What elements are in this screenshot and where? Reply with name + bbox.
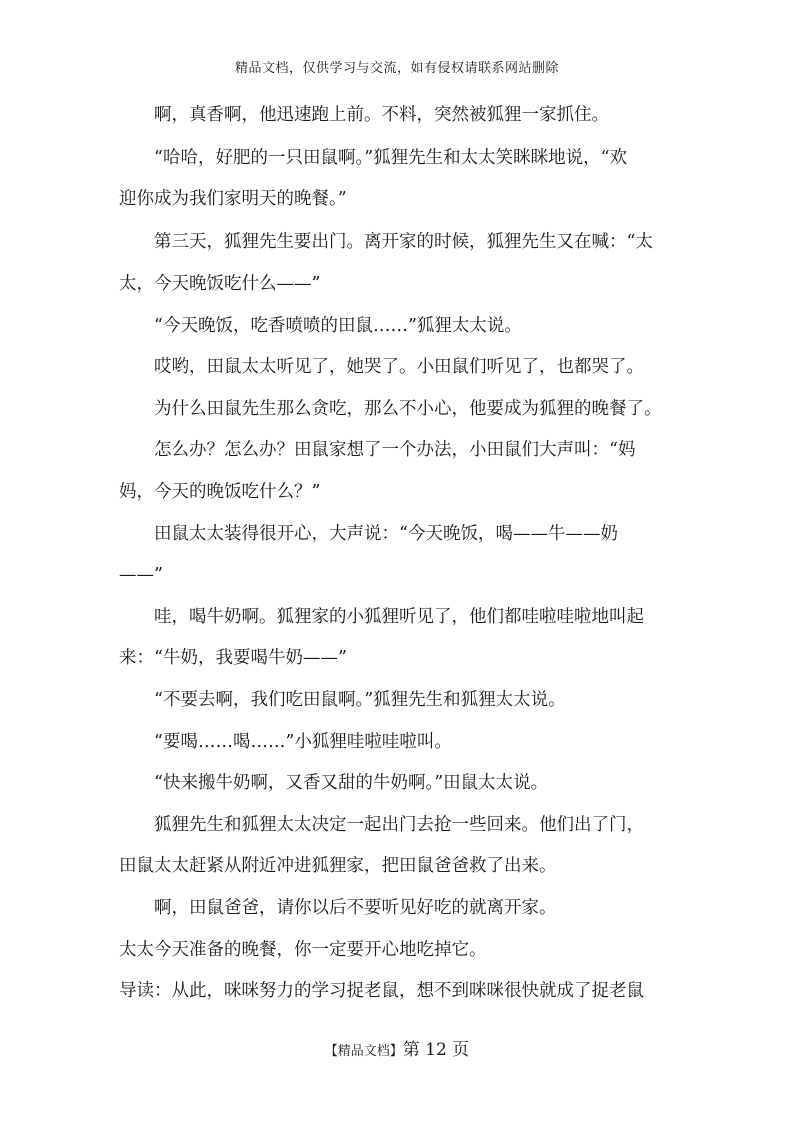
- paragraph-line: “今天晚饭，吃香喷喷的田鼠……”狐狸太太说。: [119, 316, 522, 336]
- paragraph-line: 为什么田鼠先生那么贪吃，那么不小心，他要成为狐狸的晚餐了。: [119, 399, 662, 419]
- paragraph-line: “快来搬牛奶啊，又香又甜的牛奶啊。”田鼠太太说。: [119, 773, 549, 793]
- paragraph-line: 狐狸先生和狐狸太太决定一起出门去抢一些回来。他们出了门，: [119, 815, 644, 835]
- paragraph-line: 田鼠太太装得很开心，大声说：“今天晚饭，喝——牛——奶: [119, 524, 618, 544]
- paragraph-line: 太太今天准备的晚餐，你一定要开心地吃掉它。: [119, 940, 487, 960]
- paragraph-line: 啊，真香啊，他迅速跑上前。不料，突然被狐狸一家抓住。: [119, 105, 609, 125]
- paragraph-line: 哇，喝牛奶啊。狐狸家的小狐狸听见了，他们都哇啦哇啦地叫起: [119, 607, 644, 627]
- page-number: 第 12 页: [402, 1040, 470, 1060]
- paragraph-line: 来：“牛奶，我要喝牛奶——”: [119, 648, 347, 668]
- paragraph-line: 妈，今天的晚饭吃什么？”: [119, 482, 321, 502]
- paragraph-line: “不要去啊，我们吃田鼠啊。”狐狸先生和狐狸太太说。: [119, 690, 566, 710]
- paragraph-line: ——”: [119, 565, 163, 585]
- paragraph-line: 田鼠太太赶紧从附近冲进狐狸家，把田鼠爸爸救了出来。: [119, 856, 557, 876]
- paragraph-line: “哈哈，好肥的一只田鼠啊。”狐狸先生和太太笑眯眯地说，“欢: [119, 148, 628, 168]
- paragraph-line: 怎么办？怎么办？田鼠家想了一个办法，小田鼠们大声叫：“妈: [119, 440, 636, 460]
- page-header: 精品文档，仅供学习与交流，如有侵权请联系网站删除: [234, 61, 559, 76]
- paragraph-line: “要喝……喝……”小狐狸哇啦哇啦叫。: [119, 732, 452, 752]
- paragraph-line: 第三天，狐狸先生要出门。离开家的时候，狐狸先生又在喊：“太: [119, 232, 653, 252]
- paragraph-line: 哎哟，田鼠太太听见了，她哭了。小田鼠们听见了，也都哭了。: [119, 357, 644, 377]
- footer-tag: 【精品文档】: [324, 1044, 403, 1059]
- paragraph-line: 太，今天晚饭吃什么——”: [119, 274, 321, 294]
- page-footer: [0, 1035, 794, 1060]
- paragraph-line: 迎你成为我们家明天的晚餐。”: [119, 189, 347, 209]
- paragraph-line: 啊，田鼠爸爸，请你以后不要听见好吃的就离开家。: [119, 898, 557, 918]
- paragraph-line: 导读：从此，咪咪努力的学习捉老鼠，想不到咪咪很快就成了捉老鼠: [119, 981, 644, 1001]
